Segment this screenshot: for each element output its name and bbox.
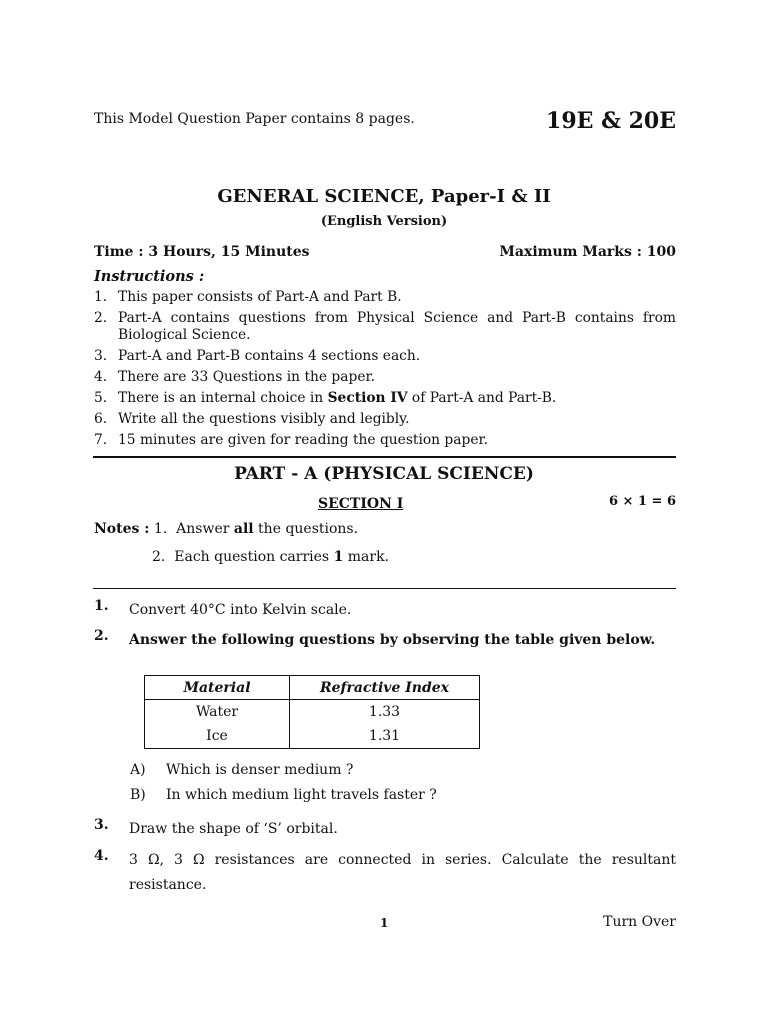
table-header-row: [145, 676, 480, 700]
question-1: 1. Convert 40°C into Kelvin scale.: [94, 598, 352, 618]
paper-code: 19E & 20E: [546, 108, 676, 134]
turn-over-label: Turn Over: [603, 914, 676, 930]
table-header-cell: Refractive Index: [290, 676, 480, 700]
table-cell: Water: [145, 700, 290, 725]
instruction-item: 6. Write all the questions visibly and legibly.: [94, 410, 410, 427]
table-row: [145, 700, 480, 725]
instruction-item: 2. Part-A contains questions from Physical Science and Part-B contains from Biological Science.: [94, 310, 676, 343]
subquestion-a: A) Which is denser medium ?: [130, 762, 354, 778]
page-title: GENERAL SCIENCE, Paper-I & II: [217, 186, 551, 207]
part-a-title: PART - A (PHYSICAL SCIENCE): [234, 464, 534, 484]
instruction-item: 4. There are 33 Questions in the paper.: [94, 368, 375, 385]
version-label: (English Version): [320, 214, 448, 229]
divider-thin: [93, 588, 676, 589]
max-marks-label: Maximum Marks : 100: [499, 244, 676, 260]
note-2: 2. Each question carries 1 mark.: [152, 549, 390, 565]
instruction-item: 1. This paper consists of Part-A and Part B.: [94, 289, 402, 305]
instruction-item: 3. Part-A and Part-B contains 4 sections each.: [94, 347, 421, 364]
question-4: 4. 3 Ω, 3 Ω resistances are connected in series. Calculate the resultant resistance.: [94, 848, 676, 893]
note-1: Notes : 1. Answer all the questions.: [94, 521, 359, 537]
instructions-list: [94, 289, 676, 453]
instructions-heading: Instructions :: [94, 268, 205, 285]
table-header-cell: Material: [145, 676, 290, 700]
table-cell: 1.31: [290, 724, 480, 749]
section-score: 6 × 1 = 6: [608, 494, 676, 509]
question-3: 3. Draw the shape of ‘S’ orbital.: [94, 817, 338, 837]
table-cell: 1.33: [290, 700, 480, 725]
page-number: 1: [380, 916, 389, 930]
table-row: [145, 724, 480, 749]
table-cell: Ice: [145, 724, 290, 749]
question-2: 2. Answer the following questions by observing the table given below.: [94, 628, 656, 648]
instruction-item: 7. 15 minutes are given for reading the question paper.: [94, 431, 488, 448]
refractive-index-table: [144, 675, 480, 749]
subquestion-b: B) In which medium light travels faster ?: [130, 787, 437, 803]
time-label: Time : 3 Hours, 15 Minutes: [94, 244, 310, 260]
instruction-item: 5. There is an internal choice in Section IV of Part-A and Part-B.: [94, 389, 557, 406]
section-heading: SECTION I: [318, 496, 404, 512]
pages-note: This Model Question Paper contains 8 pages.: [94, 111, 415, 127]
divider-thick: [93, 456, 676, 458]
